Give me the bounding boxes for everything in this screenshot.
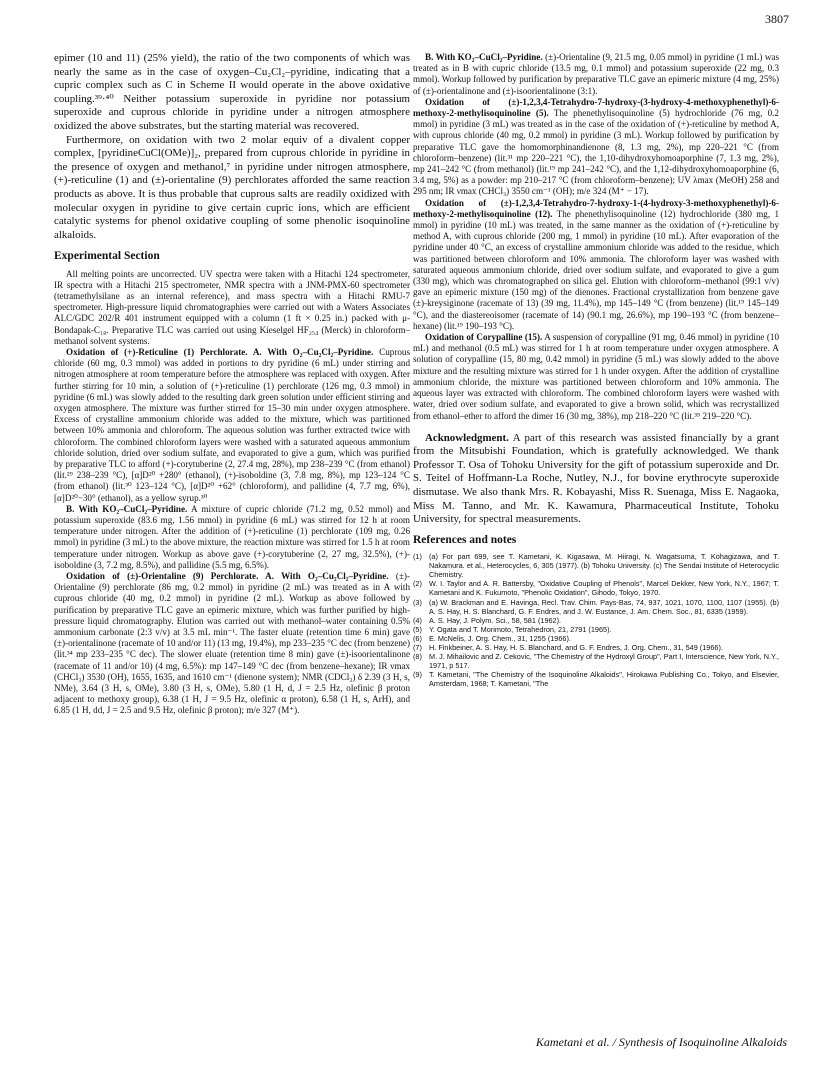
reference-number: (1) (413, 552, 422, 562)
paragraph-text: A mixture of cupric chloride (71.2 mg, 0.52 mmol) and potassium superoxide (83.6 mg, 1.56 mmol) in pyridine (6 mL) was stirred for 12 h at room temperature under nitrogen. After the addition of (+)-reticuline (1) perchlorate (109 mg, 0.26 mmol) in pyridine (3 mL) to the above mixture, the reaction mixture was stirred for 1.5 h at room temperature under nitrogen. Workup as above gave (+)-corytuberine (2, 27 mg, 32.5%), (+)-isoboldine (3, 7.2 mg, 8.5%), and pallidine (5.5 mg, 6.5%). (54, 503, 410, 570)
paragraph-heading: Oxidation of (±)-Orientaline (9) Perchlorate. A. With O₂–Cu₂Cl₂–Pyridine. (66, 571, 389, 581)
paragraph-text: The phenethylisoquinoline (12) hydrochloride (380 mg, 1 mmol) in pyridine (10 mL) was treated, in the same manner as the oxidation of (+)-reticuline by method A, with cuprous chloride (200 mg, 1 mmol) in pyridine (10 mL). After evaporation of the pyridine under 40 °C, an excess of crystalline ammonium chloride was added to the residue, which was partitioned between chloroform and 10% ammonia. The chloroform layer was washed with saturated aqueous ammonium chloride, dried over sodium sulfate, and evaporated to give a gum (330 mg), which was chromatographed on silica gel. Elution with chloroform–methanol (99:1 v/v) gave an epimeric mixture (150 mg) of the dienones. Fractional crystallization from benzene gave (±)-kreysiginone (racemate of 13) (39 mg, 11.4%), mp 145–149 °C (from benzene) (lit.¹⁹ 145–149 °C), and the diastereoisomer (racemate of 14) (90.1 mg, 26.6%), mp 190–193 °C (from benzene–hexane) (lit.¹⁹ 190–193 °C). (413, 208, 779, 331)
paragraph-text: (±)-Orientaline (9) perchlorate (86 mg, 0.2 mmol) in pyridine (2 mL) was treated as in A with cuprous chloride (40 mg, 0.2 mmol) in pyridine (2 mL). Workup as above followed by purification by preparative TLC gave an epimeric mixture, which was further purified by high-pressure liquid chromatography. Elution was carried out with methanol–water containing 0.5% ammonium carbonate (2:3 v/v) at 3.5 mL min⁻¹. The faster eluate (retention time 6 min) gave (±)-orientalinone (racemate of 10 and/or 11) (13 mg, 19.4%), mp 233–235 °C dec (from benzene) (lit.³⁴ mp 233–235 °C dec). The slower eluate (retention time 8 min) gave (±)-isoorientalinone (racemate of 11 and/or 10) (4 mg, 6.5%): mp 147–149 °C dec (from benzene–hexane); IR νmax (CHCl₃) 3530 (OH), 1655, 1635, and 1610 cm⁻¹ (dienone system); NMR (CDCl₃) δ 2.39 (3 H, s, NMe), 3.64 (3 H, s, OMe), 3.80 (3 H, s, OMe), 5.80 (1 H, d, J = 2.5 Hz, olefinic β proton adjacent to methoxy group), 6.38 (1 H, J = 9.5 Hz, olefinic α proton), 6.58 (1 H, s, ArH), and 6.85 (1 H, dd, J = 2.5 and 9.5 Hz, olefinic β proton); m/e 327 (M⁺). (54, 571, 410, 716)
reference-text: Y. Ogata and T. Morimoto, Tetrahedron, 21, 2791 (1965). (429, 624, 612, 634)
body-paragraph: epimer (10 and 11) (25% yield), the ratio of the two components of which was nearly the same as in the case of oxygen–Cu₂Cl₂–pyridine, indicating that a cupric complex such as C in Scheme II would operate in the above oxidative coupling.³⁹·⁴⁰ Neither potassium superoxide in pyridine nor potassium superoxide and cuprous chloride in pyridine under a nitrogen atmosphere oxidized the above substrates, but the starting material was recovered. (54, 52, 410, 132)
paragraph-heading: B. With KO₂–CuCl₂–Pyridine. (66, 503, 188, 514)
running-footer: Kametani et al. / Synthesis of Isoquinoline Alkaloids (535, 1035, 787, 1049)
reference-item (413, 552, 779, 579)
paragraph-text: Cuprous chloride (60 mg, 0.3 mmol) was added in portions to dry pyridine (6 mL) under stirring and nitrogen atmosphere at room temperature before the atmosphere was replaced with oxygen. After further stirring for 10 min, a solution of (+)-reticuline (1) perchlorate (126 mg, 0.3 mmol) in pyridine (6 mL) was slowly added to the resulting dark green solution under efficient stirring and oxygen atmosphere. The mixture was further stirred for 15–30 min under oxygen atmosphere. Excess of crystalline ammonium chloride was added to the mixture, which was partitioned between 10% ammonia and chloroform. The aqueous solution was further extracted twice with chloroform. The combined chloroform layers were washed with a saturated aqueous ammonium chloride solution, dried over sodium sulfate, and evaporated to give a gum, which was purified by preparative TLC to afford (+)-corytuberine (2, 27.4 mg, 28%), mp 238–239 °C (from ethanol) (lit.²⁹ 238–239 °C), [α]D²⁰ +280° (ethanol), (+)-isoboldine (3, 7.8 mg, 8%), mp 123–124 °C (from ethanol) (lit.³⁰ 123–124 °C), [α]D²⁰ +62° (chloroform), and pallidine (4, 7.7 mg, 6%), [α]D²⁰−30° (ethanol), as a yellow syrup.³⁰ (54, 346, 411, 503)
paragraph-heading: Oxidation of (±)-1,2,3,4-Tetrahydro-7-hydroxy-(3-hydroxy-4-methoxyphenethyl)-6-methoxy-2-methylisoquinoline (5). (413, 96, 779, 119)
body-paragraph: Furthermore, on oxidation with two 2 molar equiv of a divalent copper complex, [pyridineCuCl(OMe)]₂, prepared from cuprous chloride in pyridine in the presence of oxygen and methanol,⁷ in pyridine under nitrogen atmosphere, (+)-reticuline (1) and (±)-orientaline (9) perchlorates afforded the same reaction products as above. It is thus probable that cuprous salts are readily oxidized with molecular oxygen in pyridine to give certain cupric ions, which are efficient catalytic systems for phenol oxidative coupling of some phenolic isoquinoline alkaloids. (54, 133, 410, 241)
body-paragraph (413, 52, 779, 97)
body-paragraph (413, 198, 779, 332)
references-list (413, 552, 779, 688)
paragraph-heading: Oxidation of (±)-1,2,3,4-Tetrahydro-7-hydroxy-1-(4-hydroxy-3-methoxyphenethyl)-6-methoxy-2-methylisoquinoline (12). (413, 197, 779, 219)
reference-item (413, 652, 779, 670)
page-number: 3807 (765, 12, 789, 26)
reference-item (413, 625, 779, 634)
body-paragraph (413, 97, 779, 198)
paragraph-heading: B. With KO₂–CuCl₂–Pyridine. (425, 52, 543, 62)
reference-number: (6) (413, 633, 422, 643)
acknowledgment-heading: Acknowledgment. (425, 431, 509, 444)
body-paragraph (54, 347, 410, 504)
reference-text: T. Kametani, "The Chemistry of the Isoquinoline Alkaloids", Hirokawa Publishing Co., Tokyo, and Elsevier, Amsterdam, 1968; T. Kametani, "The (429, 670, 779, 689)
reference-text: E. McNelis, J. Org. Chem., 31, 1255 (1966). (429, 633, 571, 643)
body-paragraph (54, 571, 410, 717)
left-column (54, 52, 410, 717)
body-paragraph (54, 504, 410, 571)
reference-item (413, 643, 779, 652)
reference-item (413, 670, 779, 688)
reference-number: (2) (413, 579, 422, 589)
right-column (413, 52, 779, 688)
reference-number: (8) (413, 652, 422, 662)
section-heading: Experimental Section (54, 250, 160, 263)
references-heading: References and notes (413, 533, 517, 546)
reference-number: (3) (413, 597, 422, 607)
body-paragraph (413, 332, 779, 422)
paragraph-text: The phenethylisoquinoline (5) hydrochloride (76 mg, 0.2 mmol) in pyridine (3 mL) was treated as in the case of the oxidation of (+)-reticuline by method A, with cuprous chloride (40 mg, 0.2 mmol) in pyridine (3 mL). Workup followed by purification by preparative TLC gave the homomorphinandienone (8, 1.3 mg, 2%), mp 220–221 °C (from chloroform–benzene) (lit.³¹ mp 220–221 °C), the 1,10-dihydroxyhomoaporphine (7, 1.3 mg, 2%), mp 241–242 °C (from methanol) (lit.¹⁹ mp 241–242 °C), and the 1,12-dihydroxyhomoaporphine (6, 3.4 mg, 5%) as a powder: mp 210–217 °C (from chloroform–benzene); UV λmax (MeOH) 258 and 295 nm; IR νmax (CHCl₃) 3550 cm⁻¹ (OH); m/e 324 (M⁺ − 17). (413, 108, 779, 197)
reference-item (413, 579, 779, 597)
paragraph-text: (±)-Orientaline (9, 21.5 mg, 0.05 mmol) in pyridine (1 mL) was treated as in B with cupric chloride (13.5 mg, 0.1 mmol) and potassium superoxide (22 mg, 0.3 mmol). Workup followed by purification by preparative TLC gave an epimeric mixture (4 mg, 25%) of (±)-orientalinone and (±)-isoorientalinone (3:1). (413, 52, 779, 96)
acknowledgment-text: A part of this research was assisted financially by a grant from the Mitsubishi Foundation, which is gratefully acknowledged. We thank Professor T. Osa of Tohoku University for the gift of potassium superoxide and Dr. S. Teitel of Hoffmann-La Roche, Nutley, N.J., for bovine erythrocyte superoxide dismutase. We also thank Mrs. R. Kobayashi, Miss R. Suenaga, Miss E. Nagaoka, Miss M. Tanno, and Mr. K. Kawamura, Pharmaceutical Institute, Tohoku University, for spectral measurements. (413, 431, 779, 526)
reference-text: A. S. Hay, J. Polym. Sci., 58, 581 (1962). (429, 615, 562, 625)
reference-number: (7) (413, 643, 422, 652)
reference-number: (5) (413, 624, 422, 634)
paragraph-heading: Oxidation of Corypalline (15). (425, 332, 543, 343)
reference-text: H. Finkbeiner, A. S. Hay, H. S. Blanchard, and G. F. Endres, J. Org. Chem., 31, 549 (1966). (429, 643, 723, 652)
acknowledgment (413, 432, 779, 527)
reference-text: M. J. Mihailovic and Z. Cekovic, "The Chemistry of the Hydroxyl Group", Part I, Interscience, New York, N.Y., 1971, p 517. (429, 652, 779, 671)
paragraph-text: A suspension of corypalline (91 mg, 0.46 mmol) in pyridine (10 mL) and methanol (0.5 mL) was stirred for 1 h at room temperature under oxygen atmosphere. A solution of corypalline (15, 80 mg, 0.42 mmol) in pyridine (5 mL) was slowly added to the above mixture and the resulting mixture was stirred for 1 h under oxygen. After the addition of crystalline ammonium chloride, the mixture was partitioned between chloroform and 10% ammonia. The aqueous layer was extracted with chloroform. The combined chloroform layers were washed with water, dried over sodium sulfate, and evaporated to give a brown solid, which was recrystallized from ethanol–ether to afford the dimer 16 (30 mg, 38%), mp 218–220 °C (lit.³⁵ 219–220 °C). (413, 332, 779, 421)
reference-text: W. I. Taylor and A. R. Battersby, "Oxidative Coupling of Phenols", Marcel Dekker, New York, N.Y., 1967; T. Kametani and K. Fukumoto, "Phenolic Oxidation", Gihodo, Tokyo, 1970. (429, 579, 779, 598)
reference-item (413, 598, 779, 616)
reference-item (413, 616, 779, 625)
body-paragraph: All melting points are uncorrected. UV spectra were taken with a Hitachi 124 spectrometer, IR spectra with a Hitachi 215 spectrometer, NMR spectra with a JNM-PMX-60 spectrometer (tetramethylsilane as an internal reference), and mass spectra with a Hitachi RMU-7 spectrometer. High-pressure liquid chromatographies were carried out with a Waters Associates ALC/GDC 202/R 401 instrument equipped with a column (1 ft × 0.25 in.) packed with μ-Bondapak-C₁₈. Preparative TLC was carried out using Kieselgel HF₂₅₄ (Merck) in chloroform–methanol solvent systems. (54, 268, 410, 346)
reference-number: (9) (413, 670, 422, 680)
paragraph-heading: Oxidation of (+)-Reticuline (1) Perchlorate. A. With O₂–Cu₂Cl₂–Pyridine. (66, 346, 374, 357)
reference-item (413, 634, 779, 643)
reference-text: (a) W. Brackman and E. Havinga, Recl. Trav. Chim. Pays-Bas, 74, 937, 1021, 1070, 1100, 1107 (1955). (b) A. S. Hay, H. S. Blanchard, G. F. Endres, and J. W. Eustance, J. Am. Chem. Soc., 81, 6335 (1959). (429, 597, 779, 616)
reference-text: (a) For part 699, see T. Kametani, K. Kigasawa, M. Hiiragi, N. Wagatsuma, T. Kohagizawa, and T. Nakamura. et al., Heterocycles, 6, 305 (1977). (b) Tohoku University. (c) The Sendai Institute of Heterocyclic Chemistry. (429, 552, 779, 580)
reference-number: (4) (413, 615, 422, 625)
